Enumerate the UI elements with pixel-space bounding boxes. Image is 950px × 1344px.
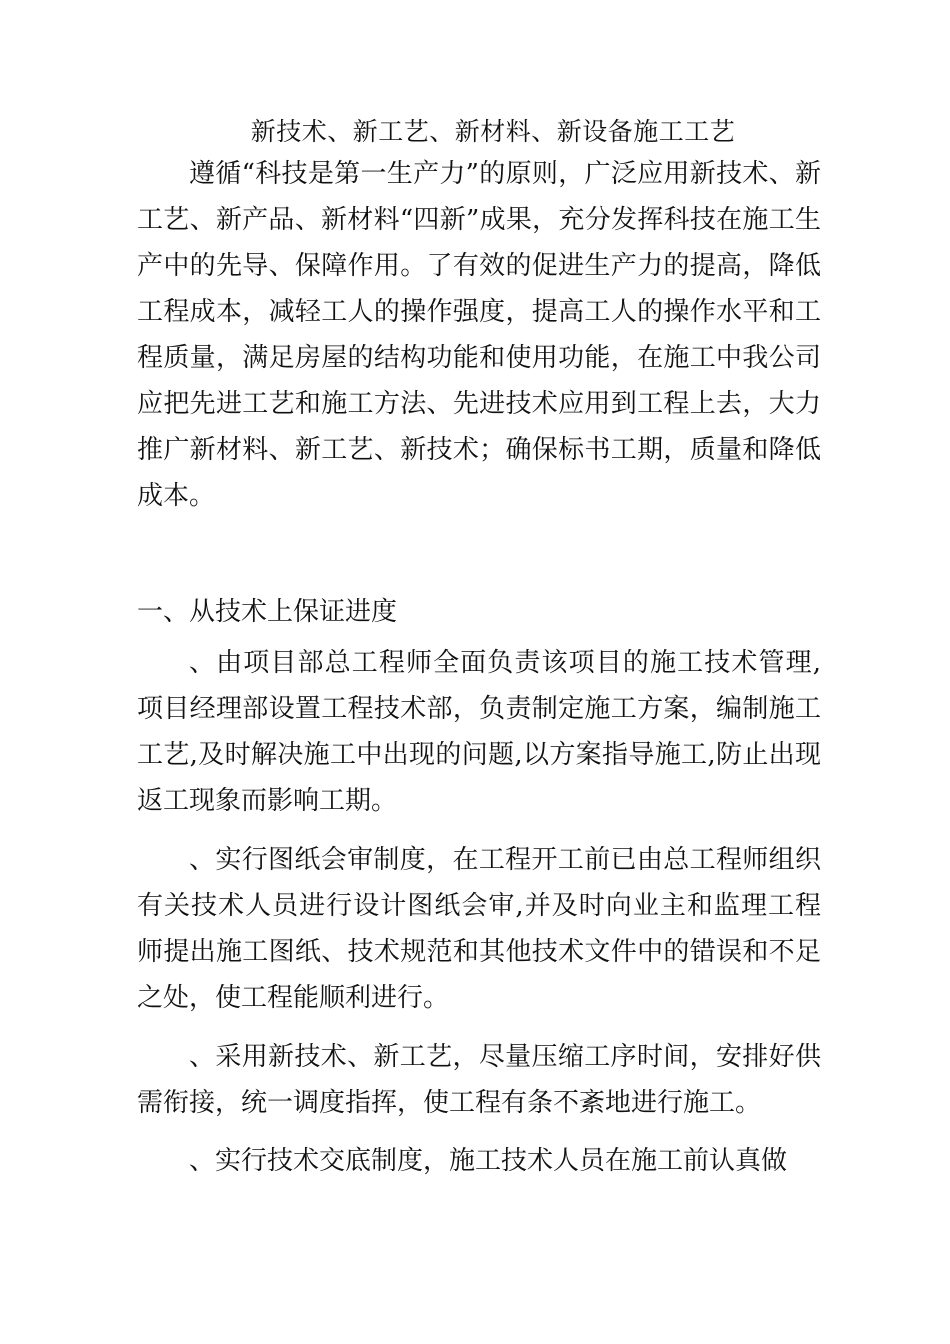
intro-paragraph: 遵循“科技是第一生产力”的原则，广泛应用新技术、新工艺、新产品、新材料“四新”成果，充分发挥科技在施工生产中的先导、保障作用。了有效的促进生产力的提高，降低工程成本，减轻工人的操作强度，提高工人的操作水平和工程质量，满足房屋的结构功能和使用功能，在施工中我公司应把先进工艺和施工方法、先进技术应用到工程上去，大力推广新材料、新工艺、新技术；确保标书工期，质量和降低成本。 [137,159,821,511]
list-item: 、由项目部总工程师全面负责该项目的施工技术管理,项目经理部设置工程技术部，负责制定施工方案，编制施工工艺,及时解决施工中出现的问题,以方案指导施工,防止出现返工现象而影响工期。 [137,648,821,816]
list-item: 、实行技术交底制度，施工技术人员在施工前认真做 [189,1146,788,1176]
list-item: 、采用新技术、新工艺，尽量压缩工序时间，安排好供需衔接，统一调度指挥，使工程有条不紊地进行施工。 [137,1042,821,1118]
list-item: 、实行图纸会审制度，在工程开工前已由总工程师组织有关技术人员进行设计图纸会审,并及时向业主和监理工程师提出施工图纸、技术规范和其他技术文件中的错误和不足之处，使工程能顺利进行。 [137,845,821,1013]
section-heading: 一、从技术上保证进度 [137,597,398,627]
document-title: 新技术、新工艺、新材料、新设备施工工艺 [250,117,736,146]
